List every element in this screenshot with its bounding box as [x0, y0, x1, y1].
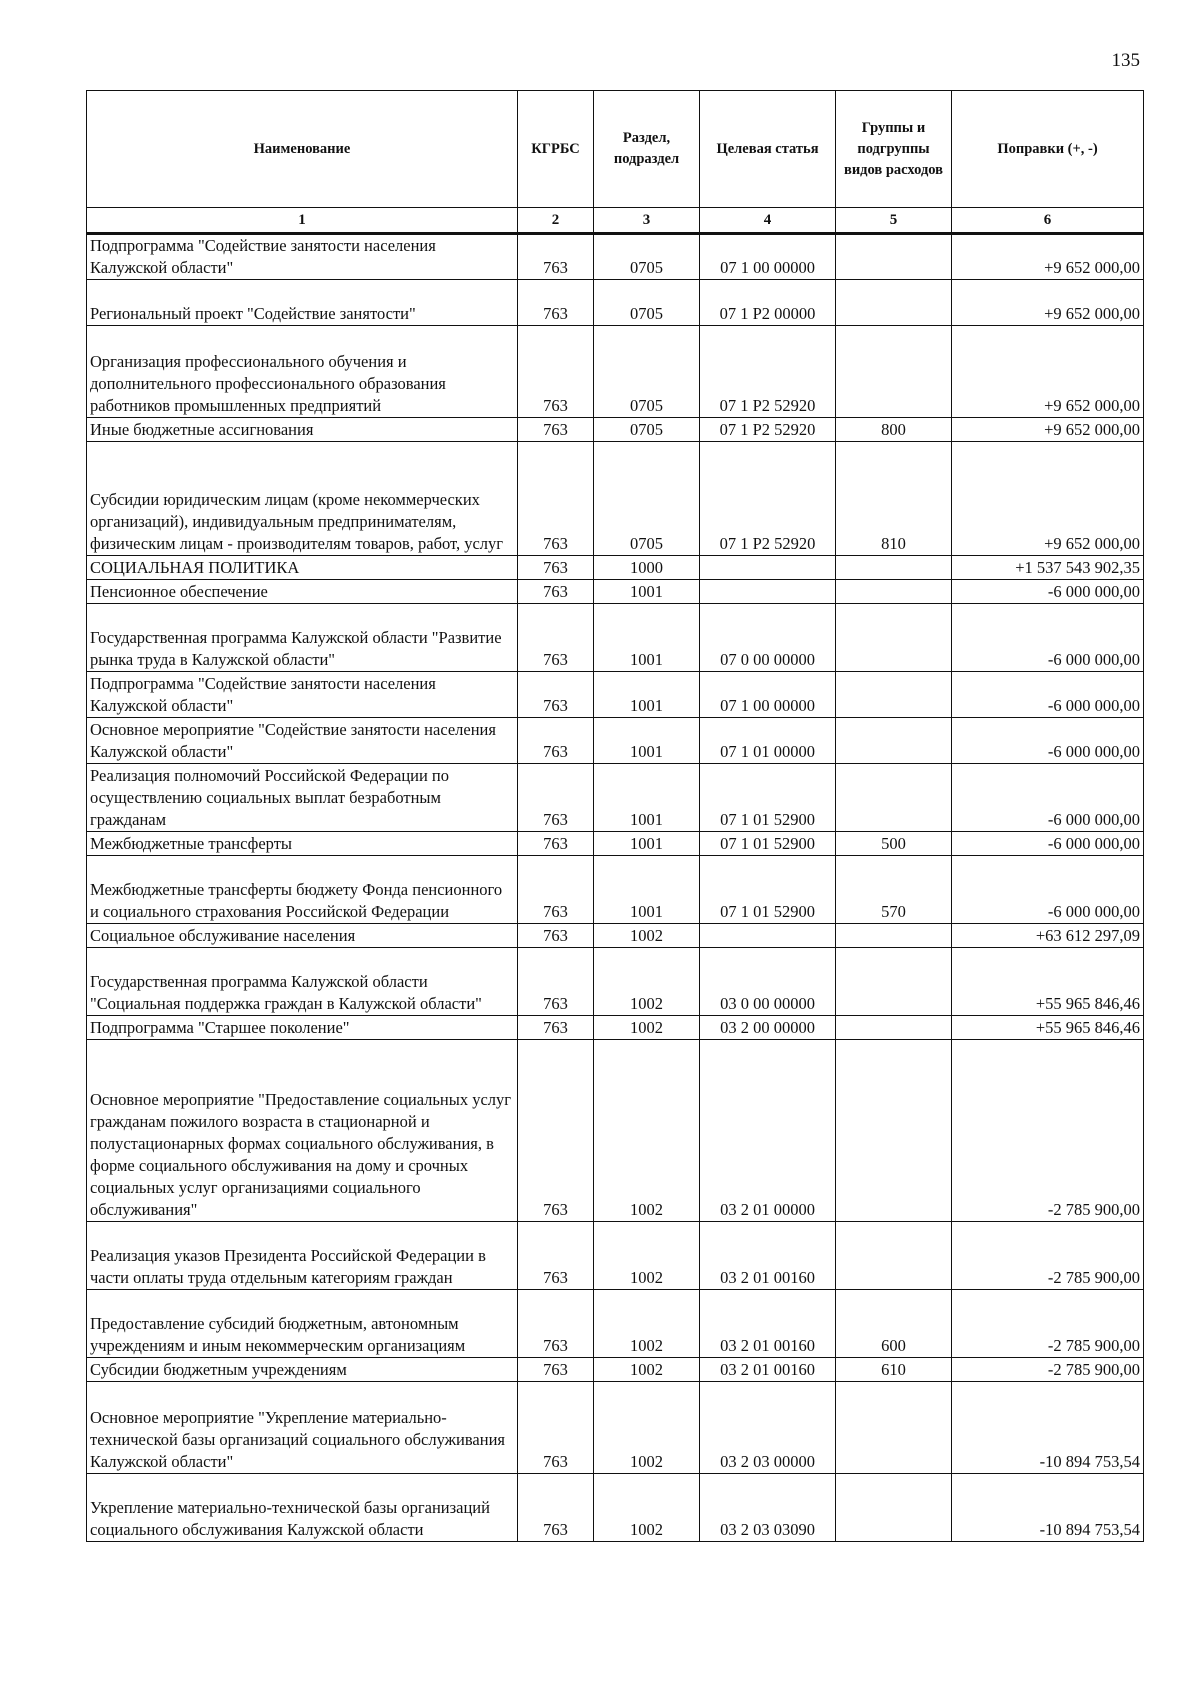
row-target [700, 924, 836, 948]
table-row [87, 1358, 1144, 1382]
header-name: Наименование [87, 91, 518, 208]
row-target: 07 1 P2 52920 [700, 418, 836, 442]
table-row [87, 280, 1144, 326]
row-section: 0705 [594, 326, 700, 418]
row-group: 810 [836, 442, 952, 556]
row-group [836, 1016, 952, 1040]
column-number: 5 [836, 208, 952, 234]
row-name: Укрепление материально-технической базы организаций социального обслуживания Калужской области [87, 1474, 518, 1542]
row-name: Межбюджетные трансферты [87, 832, 518, 856]
table-row [87, 948, 1144, 1016]
table-row [87, 672, 1144, 718]
row-amount: -10 894 753,54 [952, 1474, 1144, 1542]
row-amount: -6 000 000,00 [952, 604, 1144, 672]
row-kgrbs: 763 [518, 1474, 594, 1542]
row-kgrbs: 763 [518, 1040, 594, 1222]
row-target: 07 1 00 00000 [700, 672, 836, 718]
row-name: Подпрограмма "Содействие занятости населения Калужской области" [87, 234, 518, 280]
row-amount: +1 537 543 902,35 [952, 556, 1144, 580]
row-kgrbs: 763 [518, 604, 594, 672]
row-amount: -6 000 000,00 [952, 764, 1144, 832]
column-number: 1 [87, 208, 518, 234]
row-group [836, 764, 952, 832]
row-section: 1001 [594, 856, 700, 924]
row-group [836, 580, 952, 604]
row-amount: -2 785 900,00 [952, 1222, 1144, 1290]
header-section: Раздел, подраздел [594, 91, 700, 208]
row-kgrbs: 763 [518, 580, 594, 604]
row-kgrbs: 763 [518, 832, 594, 856]
row-section: 1002 [594, 1222, 700, 1290]
row-amount: -6 000 000,00 [952, 580, 1144, 604]
row-kgrbs: 763 [518, 1290, 594, 1358]
row-name: СОЦИАЛЬНАЯ ПОЛИТИКА [87, 556, 518, 580]
row-name: Социальное обслуживание населения [87, 924, 518, 948]
row-name: Субсидии бюджетным учреждениям [87, 1358, 518, 1382]
row-amount: +9 652 000,00 [952, 234, 1144, 280]
row-target: 03 2 00 00000 [700, 1016, 836, 1040]
header-groups: Группы и подгруппы видов расходов [836, 91, 952, 208]
row-target: 07 1 01 00000 [700, 718, 836, 764]
row-amount: +55 965 846,46 [952, 948, 1144, 1016]
row-amount: -2 785 900,00 [952, 1290, 1144, 1358]
row-group: 500 [836, 832, 952, 856]
row-amount: -6 000 000,00 [952, 718, 1144, 764]
row-kgrbs: 763 [518, 326, 594, 418]
table-row [87, 604, 1144, 672]
table-row [87, 1016, 1144, 1040]
table-row [87, 418, 1144, 442]
row-amount: +55 965 846,46 [952, 1016, 1144, 1040]
table-row [87, 442, 1144, 556]
row-group: 600 [836, 1290, 952, 1358]
row-target: 07 1 P2 52920 [700, 326, 836, 418]
row-group [836, 326, 952, 418]
row-kgrbs: 763 [518, 948, 594, 1016]
row-section: 1001 [594, 718, 700, 764]
row-section: 1002 [594, 1016, 700, 1040]
row-name: Субсидии юридическим лицам (кроме некоммерческих организаций), индивидуальным предпринимателям, физическим лицам - производителям товаров, работ, услуг [87, 442, 518, 556]
row-amount: -2 785 900,00 [952, 1358, 1144, 1382]
row-group [836, 1222, 952, 1290]
table-row [87, 234, 1144, 280]
row-group: 800 [836, 418, 952, 442]
row-name: Организация профессионального обучения и дополнительного профессионального образования работников промышленных предприятий [87, 326, 518, 418]
row-target: 07 1 P2 00000 [700, 280, 836, 326]
table-row [87, 764, 1144, 832]
row-section: 1002 [594, 924, 700, 948]
row-name: Государственная программа Калужской области "Социальная поддержка граждан в Калужской области" [87, 948, 518, 1016]
table-row [87, 718, 1144, 764]
row-kgrbs: 763 [518, 672, 594, 718]
row-name: Межбюджетные трансферты бюджету Фонда пенсионного и социального страхования Российской Федерации [87, 856, 518, 924]
row-group: 570 [836, 856, 952, 924]
row-section: 1001 [594, 580, 700, 604]
table-row [87, 924, 1144, 948]
row-section: 1002 [594, 1382, 700, 1474]
row-name: Основное мероприятие "Предоставление социальных услуг гражданам пожилого возраста в стационарной и полустационарных формах социального обслуживания, в форме социального обслуживания на дому и срочных социальных услуг организациями социального обслуживания" [87, 1040, 518, 1222]
row-target [700, 580, 836, 604]
row-target: 07 1 01 52900 [700, 856, 836, 924]
row-target: 03 0 00 00000 [700, 948, 836, 1016]
row-section: 1002 [594, 1040, 700, 1222]
row-kgrbs: 763 [518, 924, 594, 948]
table-row [87, 1474, 1144, 1542]
row-target: 03 2 01 00000 [700, 1040, 836, 1222]
table-row [87, 556, 1144, 580]
row-target: 03 2 03 03090 [700, 1474, 836, 1542]
row-group [836, 718, 952, 764]
table-row [87, 1382, 1144, 1474]
row-kgrbs: 763 [518, 1358, 594, 1382]
row-name: Государственная программа Калужской области "Развитие рынка труда в Калужской области" [87, 604, 518, 672]
row-amount: -10 894 753,54 [952, 1382, 1144, 1474]
row-group [836, 924, 952, 948]
column-number: 3 [594, 208, 700, 234]
row-amount: +9 652 000,00 [952, 280, 1144, 326]
row-section: 1002 [594, 1290, 700, 1358]
row-amount: -6 000 000,00 [952, 672, 1144, 718]
row-name: Предоставление субсидий бюджетным, автономным учреждениям и иным некоммерческим организациям [87, 1290, 518, 1358]
row-amount: +9 652 000,00 [952, 418, 1144, 442]
table-row [87, 1222, 1144, 1290]
row-section: 1001 [594, 764, 700, 832]
row-section: 1002 [594, 1474, 700, 1542]
header-kgrbs: КГРБС [518, 91, 594, 208]
row-section: 1002 [594, 948, 700, 1016]
row-section: 1001 [594, 672, 700, 718]
row-section: 0705 [594, 280, 700, 326]
row-name: Подпрограмма "Старшее поколение" [87, 1016, 518, 1040]
row-target: 07 1 01 52900 [700, 764, 836, 832]
row-name: Иные бюджетные ассигнования [87, 418, 518, 442]
row-group [836, 1474, 952, 1542]
row-name: Основное мероприятие "Укрепление материально-технической базы организаций социального обслуживания Калужской области" [87, 1382, 518, 1474]
row-kgrbs: 763 [518, 1222, 594, 1290]
row-kgrbs: 763 [518, 556, 594, 580]
table-row [87, 580, 1144, 604]
header-amendments: Поправки (+, -) [952, 91, 1144, 208]
table-row [87, 326, 1144, 418]
row-target: 07 0 00 00000 [700, 604, 836, 672]
row-target: 03 2 03 00000 [700, 1382, 836, 1474]
row-kgrbs: 763 [518, 1016, 594, 1040]
row-kgrbs: 763 [518, 764, 594, 832]
row-amount: -6 000 000,00 [952, 832, 1144, 856]
header-target: Целевая статья [700, 91, 836, 208]
row-target: 07 1 P2 52920 [700, 442, 836, 556]
row-group [836, 948, 952, 1016]
row-group [836, 280, 952, 326]
column-number: 6 [952, 208, 1144, 234]
row-target [700, 556, 836, 580]
row-group: 610 [836, 1358, 952, 1382]
row-target: 03 2 01 00160 [700, 1222, 836, 1290]
table-row [87, 832, 1144, 856]
row-name: Пенсионное обеспечение [87, 580, 518, 604]
table-body [87, 234, 1144, 1542]
page-number: 135 [1111, 50, 1140, 71]
row-section: 0705 [594, 234, 700, 280]
row-amount: +9 652 000,00 [952, 326, 1144, 418]
row-kgrbs: 763 [518, 280, 594, 326]
row-target: 03 2 01 00160 [700, 1358, 836, 1382]
row-group [836, 234, 952, 280]
budget-amendments-table [86, 90, 1144, 1542]
row-name: Основное мероприятие "Содействие занятости населения Калужской области" [87, 718, 518, 764]
row-section: 0705 [594, 442, 700, 556]
row-amount: +9 652 000,00 [952, 442, 1144, 556]
row-group [836, 1040, 952, 1222]
row-kgrbs: 763 [518, 442, 594, 556]
row-amount: +63 612 297,09 [952, 924, 1144, 948]
row-name: Реализация полномочий Российской Федерации по осуществлению социальных выплат безработным гражданам [87, 764, 518, 832]
row-amount: -6 000 000,00 [952, 856, 1144, 924]
table-row [87, 856, 1144, 924]
column-number-row [87, 208, 1144, 234]
row-section: 0705 [594, 418, 700, 442]
row-amount: -2 785 900,00 [952, 1040, 1144, 1222]
row-name: Реализация указов Президента Российской Федерации в части оплаты труда отдельным категориям граждан [87, 1222, 518, 1290]
row-section: 1001 [594, 604, 700, 672]
row-group [836, 556, 952, 580]
row-target: 03 2 01 00160 [700, 1290, 836, 1358]
row-name: Подпрограмма "Содействие занятости населения Калужской области" [87, 672, 518, 718]
row-target: 07 1 01 52900 [700, 832, 836, 856]
row-target: 07 1 00 00000 [700, 234, 836, 280]
row-kgrbs: 763 [518, 856, 594, 924]
row-kgrbs: 763 [518, 718, 594, 764]
row-section: 1002 [594, 1358, 700, 1382]
row-section: 1000 [594, 556, 700, 580]
row-name: Региональный проект "Содействие занятости" [87, 280, 518, 326]
row-kgrbs: 763 [518, 418, 594, 442]
row-section: 1001 [594, 832, 700, 856]
row-group [836, 672, 952, 718]
table-row [87, 1290, 1144, 1358]
row-group [836, 1382, 952, 1474]
row-kgrbs: 763 [518, 1382, 594, 1474]
column-number: 2 [518, 208, 594, 234]
row-kgrbs: 763 [518, 234, 594, 280]
table-header-row [87, 91, 1144, 208]
column-number: 4 [700, 208, 836, 234]
row-group [836, 604, 952, 672]
table-row [87, 1040, 1144, 1222]
